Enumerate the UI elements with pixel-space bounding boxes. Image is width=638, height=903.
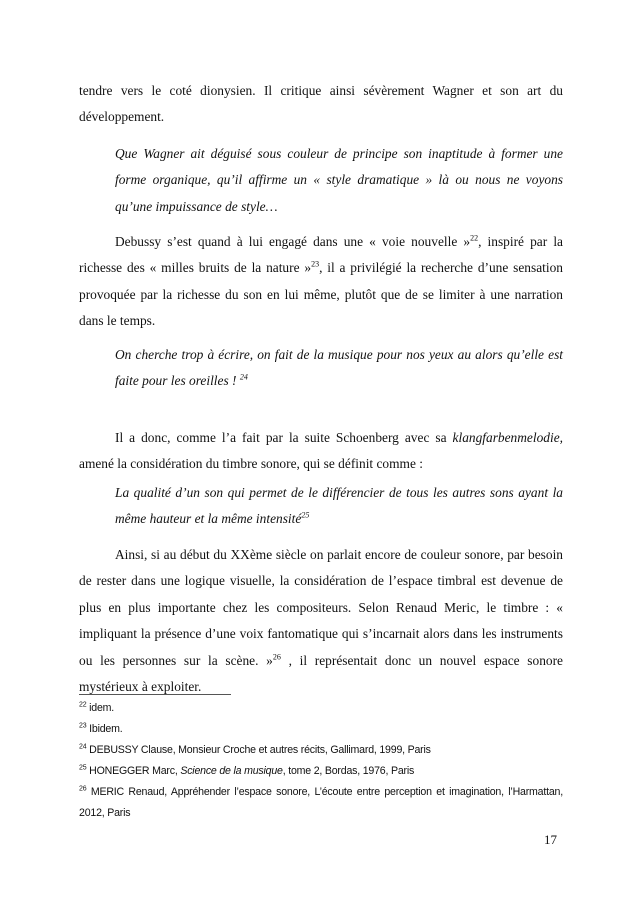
footnote-ref-23[interactable]: 23 — [311, 259, 320, 269]
footnote-22 — [79, 698, 563, 719]
term-klangfarbenmelodie: klangfarbenmelodie, — [452, 430, 563, 445]
footnote-divider — [79, 694, 231, 695]
footnote-ref-26[interactable]: 26 — [272, 652, 281, 662]
quote-debussy — [115, 342, 563, 395]
paragraph-text: , il a privilégié la recherche d’une sensation provoquée par la richesse du son en lui même, plutôt que de se limiter à une narration dans le temps. — [79, 260, 563, 329]
footnote-23 — [79, 719, 563, 740]
footnote-text: idem. — [89, 702, 115, 714]
paragraph-text: , inspiré par la richesse des « milles bruits de la nature » — [79, 234, 563, 276]
paragraph-debussy — [79, 229, 563, 335]
paragraph-1: tendre vers le coté dionysien. Il critique ainsi sévèrement Wagner et son art du développement. — [79, 83, 563, 125]
paragraph-text: Debussy s’est quand à lui engagé dans une « voie nouvelle » — [115, 234, 471, 249]
footnote-number: 23 — [79, 722, 87, 730]
footnote-text: Ibidem. — [89, 723, 123, 735]
paragraph-text: Il a donc, comme l’a fait par la suite Schoenberg avec sa — [115, 430, 453, 445]
footnote-24 — [79, 740, 563, 761]
footnote-number: 26 — [79, 785, 87, 793]
footnote-text: MERIC Renaud, Appréhender l’espace sonore, L’écoute entre perception et imagination, l’Harmattan, 2012, Paris — [79, 786, 563, 819]
footnote-text: HONEGGER Marc, — [89, 765, 181, 777]
footnote-number: 22 — [79, 701, 87, 709]
paragraph-schoenberg — [79, 425, 563, 478]
footnote-ref-22[interactable]: 22 — [470, 233, 479, 243]
quote-text: On cherche trop à écrire, on fait de la musique pour nos yeux au alors qu’elle est faite pour les oreilles ! — [115, 347, 563, 389]
page-number: 17 — [544, 832, 557, 847]
paragraph-text: , il représentait donc un nouvel espace sonore mystérieux à exploiter. — [79, 652, 563, 695]
footnote-ref-25[interactable]: 25 — [301, 510, 310, 520]
quote-text: La qualité d’un son qui permet de le différencier de tous les autres sons ayant la même hauteur et la même intensité — [115, 485, 563, 527]
quote-timbre-definition — [115, 480, 563, 533]
footnote-book-title: Science de la musique — [180, 765, 283, 777]
footnote-25 — [79, 761, 563, 782]
footnote-text: , tome 2, Bordas, 1976, Paris — [282, 765, 415, 777]
paragraph-text: amené la considération du timbre sonore, qui se définit comme : — [79, 456, 423, 472]
paragraph-text: Ainsi, si au début du XXème siècle on parlait encore de couleur sonore, par besoin de rester dans une logique visuelle, la considération de l’espace timbral est devenue de plus en plus importante chez les compositeurs. Selon Renaud Meric, le timbre : « impliquant la présence d’une voix fantomatique qui s’incarnait alors dans les instruments ou les personnes sur la scène. » — [79, 547, 563, 668]
footnote-ref-24[interactable]: 24 — [239, 372, 248, 382]
paragraph-timbre-space — [79, 542, 563, 700]
footnote-text: DEBUSSY Clause, Monsieur Croche et autres récits, Gallimard, 1999, Paris — [89, 744, 431, 756]
footnote-26 — [79, 782, 563, 824]
quote-wagner: Que Wagner ait déguisé sous couleur de principe son inaptitude à former une forme organique, qu’il affirme un « style dramatique » là ou nous ne voyons qu’une impuissance de style… — [115, 146, 563, 214]
footnote-number: 25 — [79, 764, 87, 772]
footnote-number: 24 — [79, 743, 87, 751]
